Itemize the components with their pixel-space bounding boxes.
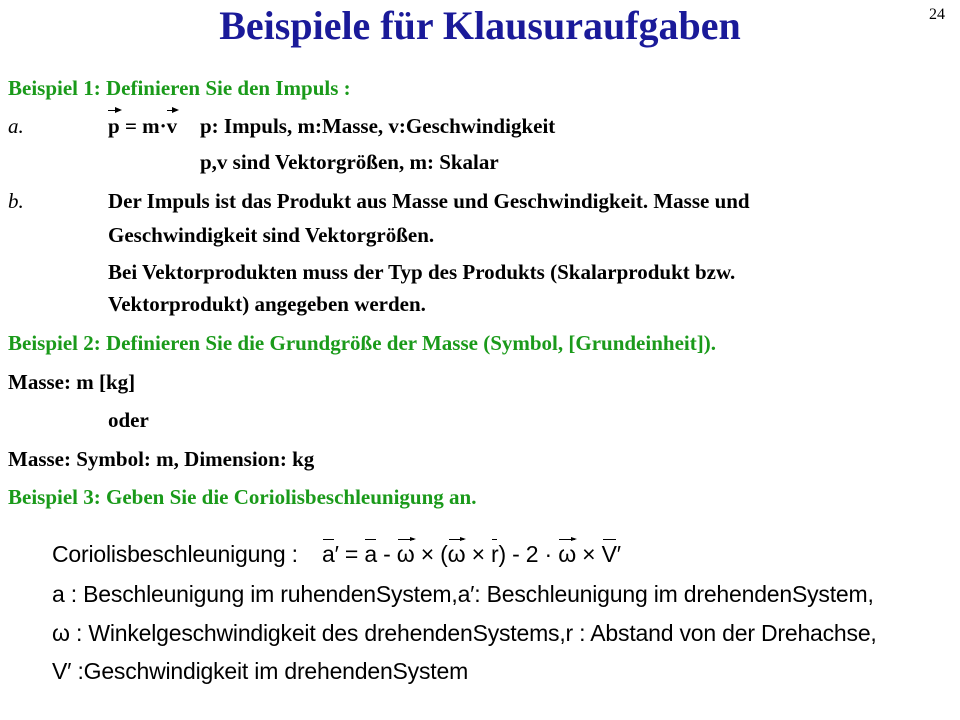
vector-v: v [166, 114, 178, 138]
example2-or: oder [108, 408, 149, 432]
formula-mid: = m· [119, 114, 167, 138]
item-b-line2: Geschwindigkeit sind Vektorgrößen. [108, 223, 435, 247]
example1-heading: Beispiel 1: Definieren Sie den Impuls : [8, 76, 351, 100]
item-b-label: b. [8, 189, 24, 213]
page-title: Beispiele für Klausuraufgaben [219, 3, 741, 48]
formula-expression: a′ = a - ω × (ω × r) - 2 · ω × V′ [322, 541, 621, 567]
example2-answer1: Masse: m [kg] [8, 370, 136, 394]
coriolis-line2: a : Beschleunigung im ruhendenSystem,a′: Beschleunigung im drehendenSystem, [52, 581, 874, 607]
item-b-line3: Bei Vektorprodukten muss der Typ des Produkts (Skalarprodukt bzw. [108, 260, 736, 284]
formula-label: Coriolisbeschleunigung : [52, 541, 298, 567]
item-a-label: a. [8, 114, 24, 138]
coriolis-formula [52, 543, 621, 566]
item-b-line4: Vektorprodukt) angegeben werden. [108, 292, 426, 316]
item-b-line1: Der Impuls ist das Produkt aus Masse und Geschwindigkeit. Masse und [108, 189, 750, 213]
coriolis-line3: ω : Winkelgeschwindigkeit des drehendenSystems,r : Abstand von der Drehachse, [52, 620, 877, 646]
coriolis-line4: V′ :Geschwindigkeit im drehendenSystem [52, 658, 469, 684]
example2-heading: Beispiel 2: Definieren Sie die Grundgröße der Masse (Symbol, [Grundeinheit]). [8, 331, 716, 355]
item-a-formula [108, 116, 177, 137]
example2-answer2: Masse: Symbol: m, Dimension: kg [8, 447, 315, 471]
item-a-description: p: Impuls, m:Masse, v:Geschwindigkeit [200, 114, 556, 138]
item-a-note: p,v sind Vektorgrößen, m: Skalar [200, 150, 499, 174]
vector-p: p [108, 114, 120, 138]
example3-heading: Beispiel 3: Geben Sie die Coriolisbeschleunigung an. [8, 485, 477, 509]
page-number: 24 [929, 6, 945, 23]
